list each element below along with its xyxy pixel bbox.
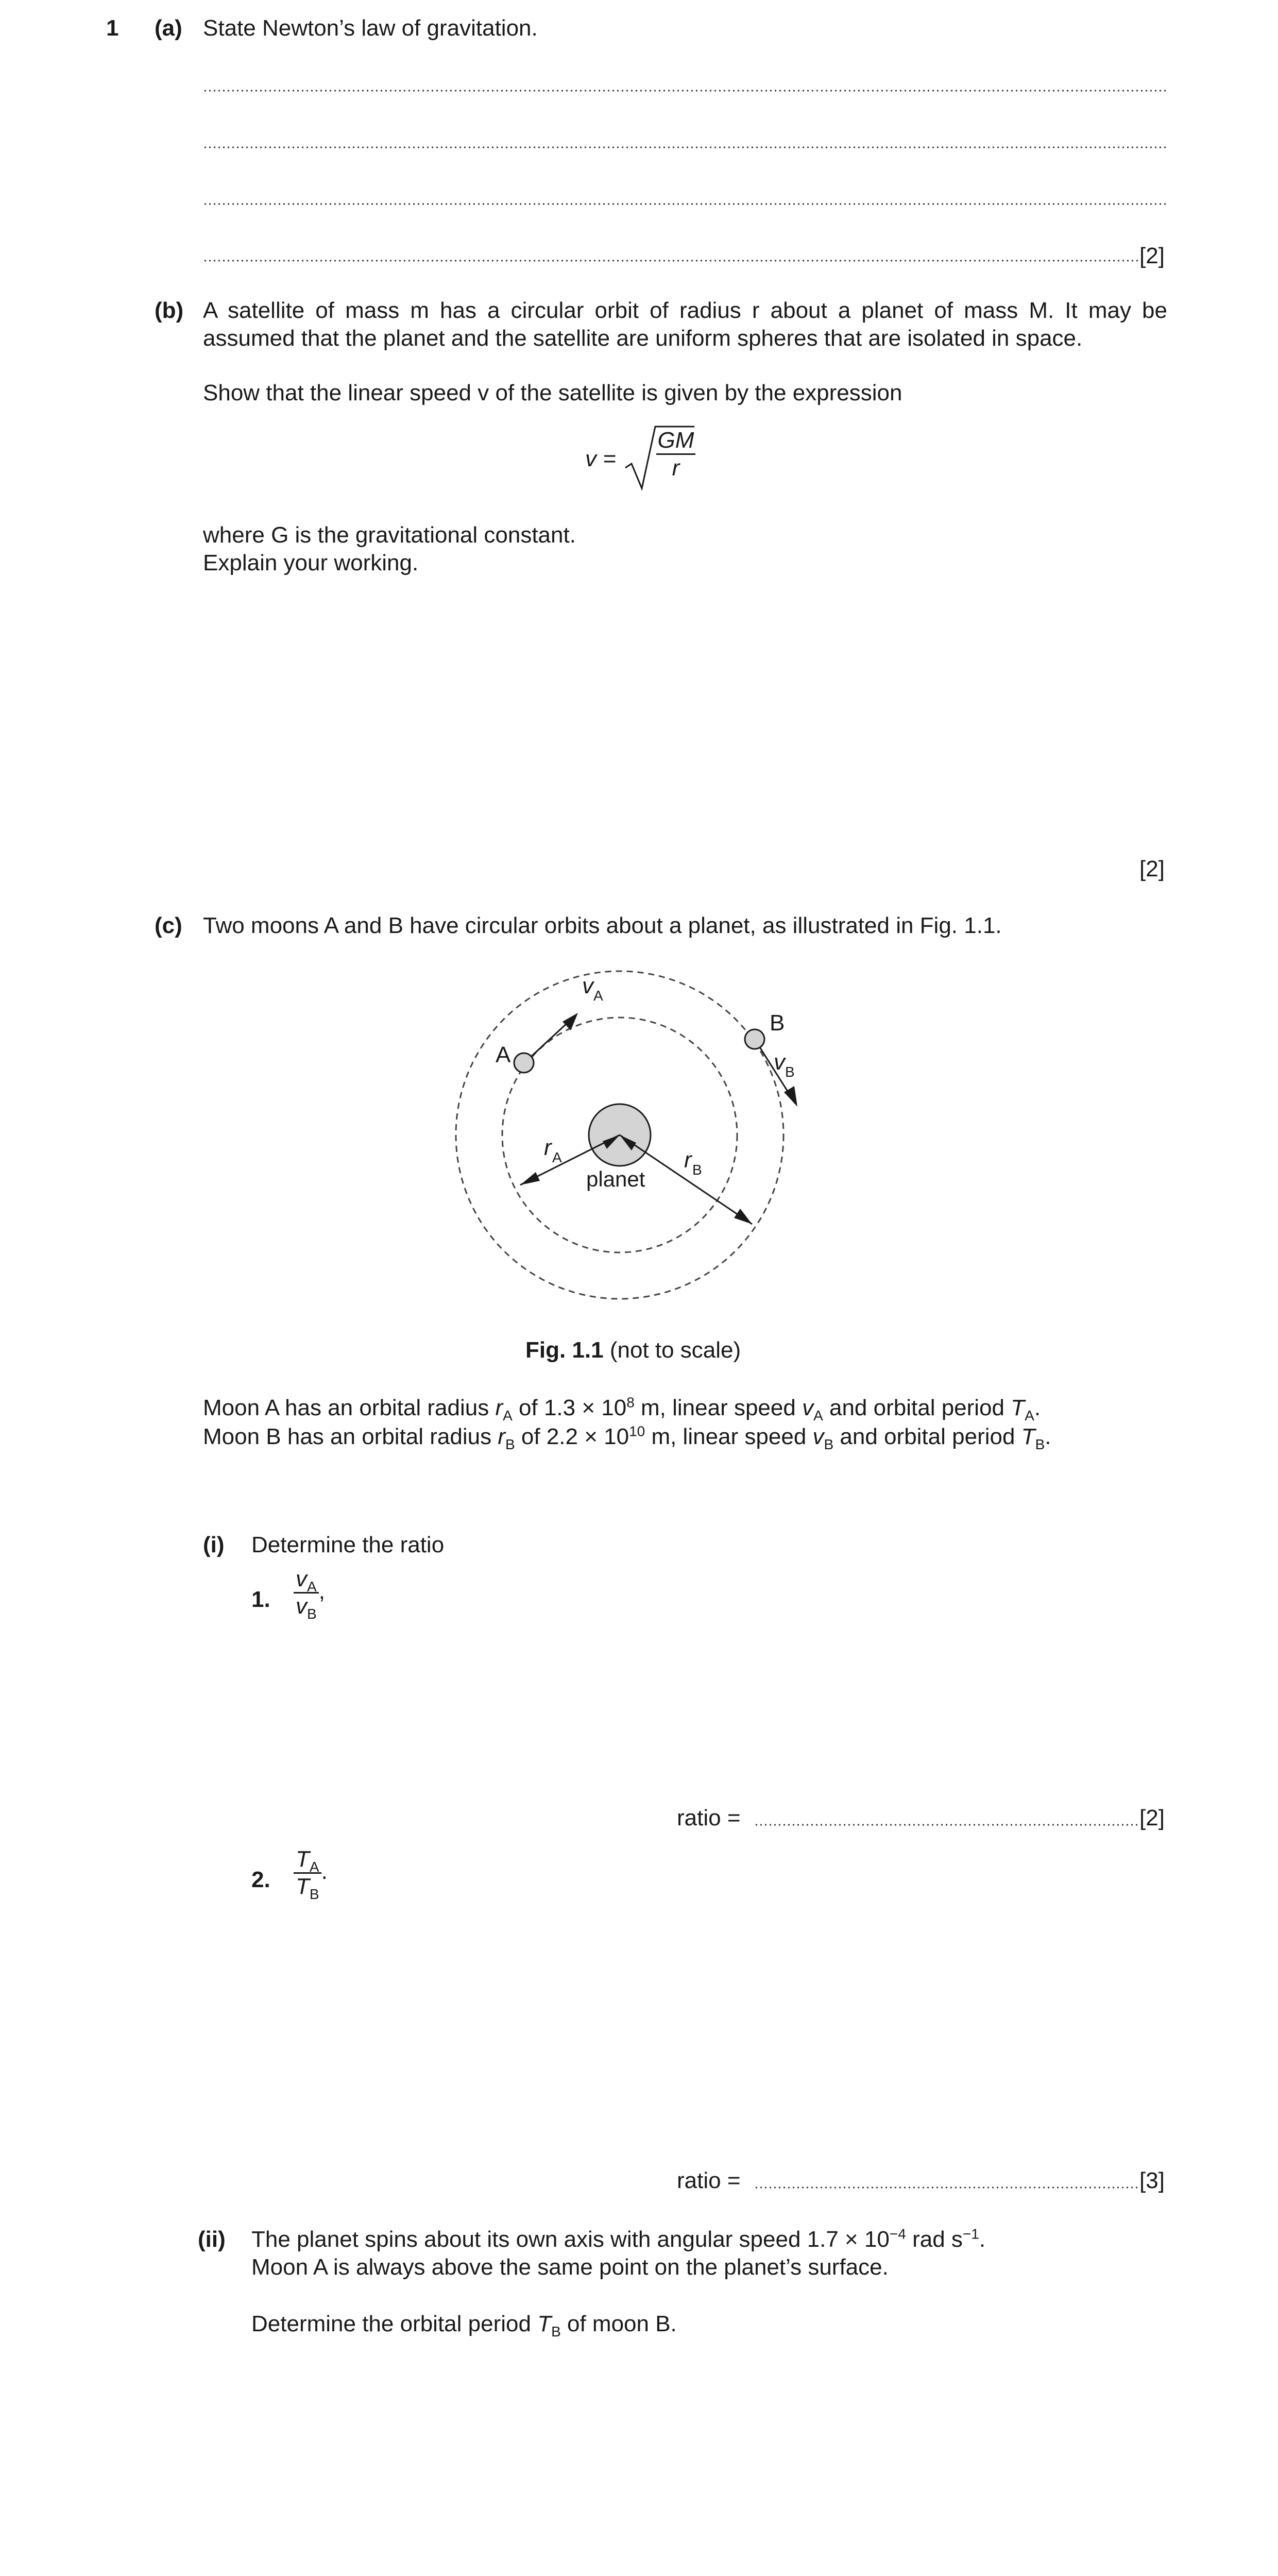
figure-caption-rest: (not to scale) xyxy=(603,1337,741,1363)
part-c-moonB-rsub: B xyxy=(505,1436,515,1452)
part-c-moonB-Tsub: B xyxy=(1035,1436,1045,1452)
part-c-moonA-exp: 8 xyxy=(626,1394,635,1411)
moon-b-description xyxy=(203,1423,1051,1451)
sub-ii-determine xyxy=(251,2310,677,2338)
answer-line-a2[interactable] xyxy=(203,146,1167,148)
question-number: 1 xyxy=(106,15,119,41)
part-c-sub-ii-line1-c: . xyxy=(979,2227,986,2252)
part-c-moonA-vsub: A xyxy=(813,1407,823,1423)
part-c-moonB-t4: and orbital period xyxy=(833,1424,1021,1449)
part-c-moonB-t1: Moon B has an orbital radius xyxy=(203,1424,498,1449)
equation-lhs-text: v = xyxy=(585,446,616,471)
part-c-moonA-t4: and orbital period xyxy=(823,1395,1011,1420)
part-c-moonB-T: T xyxy=(1021,1424,1035,1449)
moon-a-label: A xyxy=(496,1042,511,1067)
equation-lhs xyxy=(585,445,616,473)
part-c-sub-ii-line1-b: rad s xyxy=(906,2227,963,2252)
orbit-diagram xyxy=(443,969,804,1319)
figure-caption-bold: Fig. 1.1 xyxy=(525,1337,604,1363)
ratio1-answer-line[interactable] xyxy=(754,1824,1139,1826)
part-c-moonB-t3: m, linear speed xyxy=(645,1424,813,1449)
moon-a xyxy=(514,1053,534,1073)
part-c-moonA-Tsub: A xyxy=(1025,1407,1034,1423)
part-c-moonA-t3: m, linear speed xyxy=(634,1395,803,1420)
ratio2-label: ratio = xyxy=(677,2168,741,2193)
answer-line-a3[interactable] xyxy=(203,203,1167,205)
part-a-label: (a) xyxy=(155,15,182,41)
velocity-b-label: v xyxy=(774,1049,785,1075)
sub-i-label: (i) xyxy=(203,1532,225,1557)
part-c-sub-i-item2-den-sub: B xyxy=(309,1886,319,1902)
moon-b-label: B xyxy=(770,1010,785,1036)
part-c-moonB-r: r xyxy=(498,1424,505,1449)
ratio1-marks: [2] xyxy=(1139,1805,1165,1831)
radius-a-label: r xyxy=(544,1135,552,1160)
part-b-label: (b) xyxy=(155,298,184,323)
part-c-sub-i-item1-punct: , xyxy=(318,1579,325,1604)
radius-a-subscript: A xyxy=(552,1149,562,1165)
ratio2-answer-line[interactable] xyxy=(754,2187,1139,2189)
part-c-sub-i-item1-den-sub: B xyxy=(307,1605,317,1622)
part-c-moonB-t2: of 2.2 × 10 xyxy=(515,1424,629,1449)
item-1-label: 1. xyxy=(251,1587,270,1612)
part-c-moonA-t1: Moon A has an orbital radius xyxy=(203,1395,496,1420)
radius-b-label: r xyxy=(684,1147,692,1173)
sub-ii-label: (ii) xyxy=(198,2227,226,2252)
part-b-explain: Explain your working. xyxy=(203,550,419,575)
equation-denominator: r xyxy=(672,455,680,481)
part-c-moonA-rsub: A xyxy=(503,1407,513,1423)
part-a-marks: [2] xyxy=(1139,243,1165,268)
part-c-moonA-T: T xyxy=(1011,1395,1025,1420)
part-c-intro: Two moons A and B have circular orbits about a planet, as illustrated in Fig. 1.1. xyxy=(203,913,1002,938)
part-c-moonA-v: v xyxy=(802,1395,814,1420)
part-c-sub-i-item2-num: T xyxy=(296,1846,310,1872)
moon-b xyxy=(745,1029,764,1049)
part-a-text: State Newton’s law of gravitation. xyxy=(203,15,538,41)
part-b-line2: assumed that the planet and the satellite are uniform spheres that are isolated in space. xyxy=(203,326,1083,351)
velocity-b-subscript: B xyxy=(785,1064,795,1080)
sub-i-text: Determine the ratio xyxy=(251,1532,445,1557)
part-c-sub-i-item1-num-sub: A xyxy=(307,1578,317,1595)
part-c-moonB-vsub: B xyxy=(824,1436,834,1452)
answer-line-a1[interactable] xyxy=(203,90,1167,92)
part-c-moonA-t2: of 1.3 × 10 xyxy=(512,1395,627,1420)
ratio-ta-tb xyxy=(294,1846,328,1900)
ratio2-marks: [3] xyxy=(1139,2168,1165,2193)
radius-b-subscript: B xyxy=(692,1162,702,1178)
part-c-moonA-t5: . xyxy=(1034,1395,1041,1420)
answer-line-a4[interactable] xyxy=(203,260,1139,262)
part-c-moonB-exp: 10 xyxy=(629,1423,645,1439)
part-c-sub-ii-line1-exp2: −1 xyxy=(962,2226,979,2242)
part-c-sub-i-item1-den: v xyxy=(296,1594,307,1619)
planet-label: planet xyxy=(586,1167,645,1191)
part-c-sub-ii-det-b: of moon B. xyxy=(560,2311,677,2336)
part-c-label: (c) xyxy=(155,913,182,938)
part-c-moonB-t5: . xyxy=(1045,1424,1051,1449)
velocity-a-label: v xyxy=(582,973,593,998)
part-c-sub-ii-det-Tsub: B xyxy=(551,2323,561,2340)
sub-ii-line1 xyxy=(251,2226,985,2253)
part-c-sub-i-item2-den: T xyxy=(296,1874,310,1899)
part-c-sub-i-item2-num-sub: A xyxy=(309,1858,319,1875)
moon-a-description xyxy=(203,1394,1041,1422)
part-c-moonA-r: r xyxy=(495,1395,503,1420)
equation-fraction xyxy=(656,428,695,482)
part-c-sub-i-item2-punct: . xyxy=(321,1859,328,1885)
figure-caption xyxy=(525,1336,741,1364)
sub-ii-line2: Moon A is always above the same point on the planet’s surface. xyxy=(251,2255,889,2280)
equation-numerator: GM xyxy=(656,428,695,455)
part-c-sub-ii-det-a: Determine the orbital period xyxy=(251,2311,538,2336)
part-b-line1: A satellite of mass m has a circular orbit of radius r about a planet of mass M. It may be xyxy=(203,298,1167,323)
velocity-a-subscript: A xyxy=(593,988,603,1004)
part-c-sub-ii-line1-exp: −4 xyxy=(889,2226,906,2242)
part-c-sub-i-item1-num: v xyxy=(296,1566,307,1591)
part-c-sub-ii-det-T: T xyxy=(537,2311,552,2336)
part-b-show: Show that the linear speed v of the satellite is given by the expression xyxy=(203,380,902,405)
ratio-va-vb xyxy=(294,1566,325,1622)
part-c-moonB-v: v xyxy=(812,1424,824,1449)
part-b-where: where G is the gravitational constant. xyxy=(203,522,576,548)
item-2-label: 2. xyxy=(251,1867,270,1892)
part-c-sub-ii-line1-a: The planet spins about its own axis with angular speed 1.7 × 10 xyxy=(251,2227,890,2252)
part-b-marks: [2] xyxy=(1139,856,1165,882)
ratio1-label: ratio = xyxy=(677,1805,741,1831)
